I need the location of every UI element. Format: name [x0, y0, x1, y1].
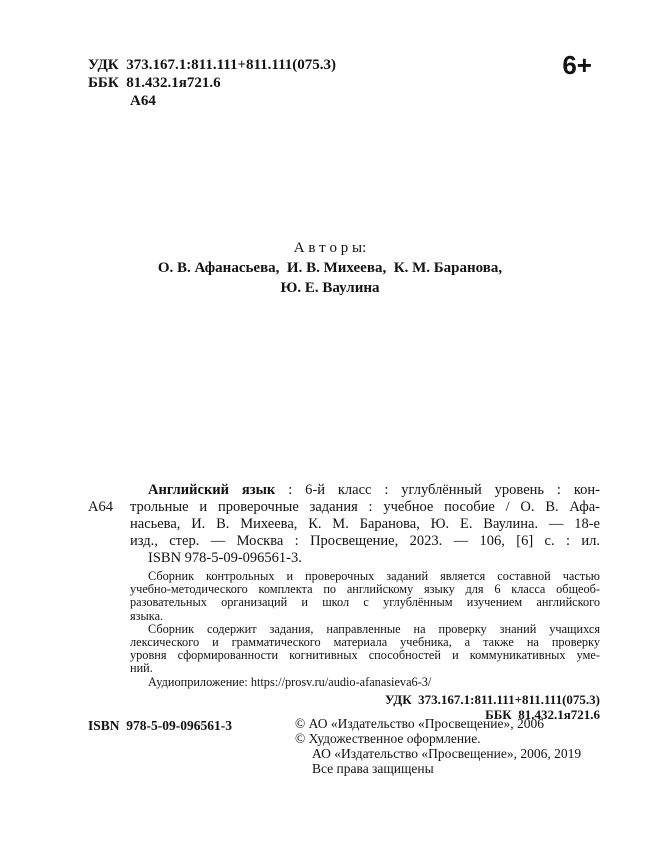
annotation-p2-line-1: Сборник содержит задания, направленные на проверку знаний учащихся — [148, 621, 600, 636]
copyright-line-1: © АО «Издательство «Просвещение», 2006 — [295, 716, 544, 731]
catalog-line-1 — [130, 482, 600, 499]
annotation-p2-line-3: уровня сформированности когнитивных способностей и коммуникативных уме- — [130, 648, 600, 663]
top-bibliographic-codes — [88, 56, 336, 110]
udk-code: УДК 373.167.1:811.111+811.111(075.3) — [88, 57, 337, 73]
annotation-p1-line-4: языка. — [130, 608, 164, 623]
copyright-block — [295, 716, 600, 776]
audio-appendix-text: Аудиоприложение: https://prosv.ru/audio-afanasieva6-3/ — [148, 674, 432, 689]
footer-isbn: ISBN 978-5-09-096561-3 — [88, 718, 232, 733]
authors-line-1: О. В. Афанасьева, И. В. Михеева, К. М. Баранова, — [157, 260, 503, 276]
catalog-title: Английский язык — [148, 482, 276, 498]
annotation-p1-line-1: Сборник контрольных и проверочных заданий является составной частью — [148, 569, 600, 583]
annotation-p2-line-4: ний. — [130, 661, 153, 676]
annotation-p1-line-3: разовательных организаций и школ с углублённым изучением английского — [130, 595, 600, 610]
annotation-p2-line-2: лексического и грамматического материала учебника, а также на проверку — [130, 635, 600, 650]
copyright-line-4: Все права защищены — [312, 761, 434, 776]
annotation-block — [130, 570, 600, 689]
catalog-isbn-line: ISBN 978-5-09-096561-3. — [148, 550, 302, 566]
authors-block — [60, 238, 600, 298]
copyright-line-3: АО «Издательство «Просвещение», 2006, 2019 — [312, 746, 582, 761]
footer-block — [88, 716, 600, 776]
catalog-hang-code: А64 — [88, 499, 113, 515]
bbk-code-right: ББК 81.432.1я721.6 — [485, 706, 600, 722]
catalog-line-1-rest: : 6-й класс : углублённый уровень : кон- — [275, 482, 600, 498]
copyright-line-2: © Художественное оформление. — [295, 731, 481, 746]
udk-code-right: УДК 373.167.1:811.111+811.111(075.3) — [385, 691, 600, 707]
catalog-card — [88, 482, 600, 722]
author-sign-code: А64 — [130, 93, 156, 109]
age-rating-badge: 6+ — [562, 50, 592, 80]
authors-heading: А в т о р ы: — [293, 240, 367, 256]
authors-line-2: Ю. Е. Ваулина — [280, 280, 380, 296]
catalog-line-3: насьева, И. В. Михеева, К. М. Баранова, Ю. Е. Ваулина. — 18-е — [130, 516, 600, 532]
catalog-line-2: трольные и проверочные задания : учебное пособие / О. В. Афа- — [130, 499, 600, 515]
catalog-line-4: изд., стер. — Москва : Просвещение, 2023. — 106, [6] с. : ил. — [130, 533, 600, 549]
annotation-p1-line-2: учебно-методического комплекта по английскому языку для 6 класса общеоб- — [130, 582, 600, 597]
bbk-code: ББК 81.432.1я721.6 — [88, 75, 221, 91]
